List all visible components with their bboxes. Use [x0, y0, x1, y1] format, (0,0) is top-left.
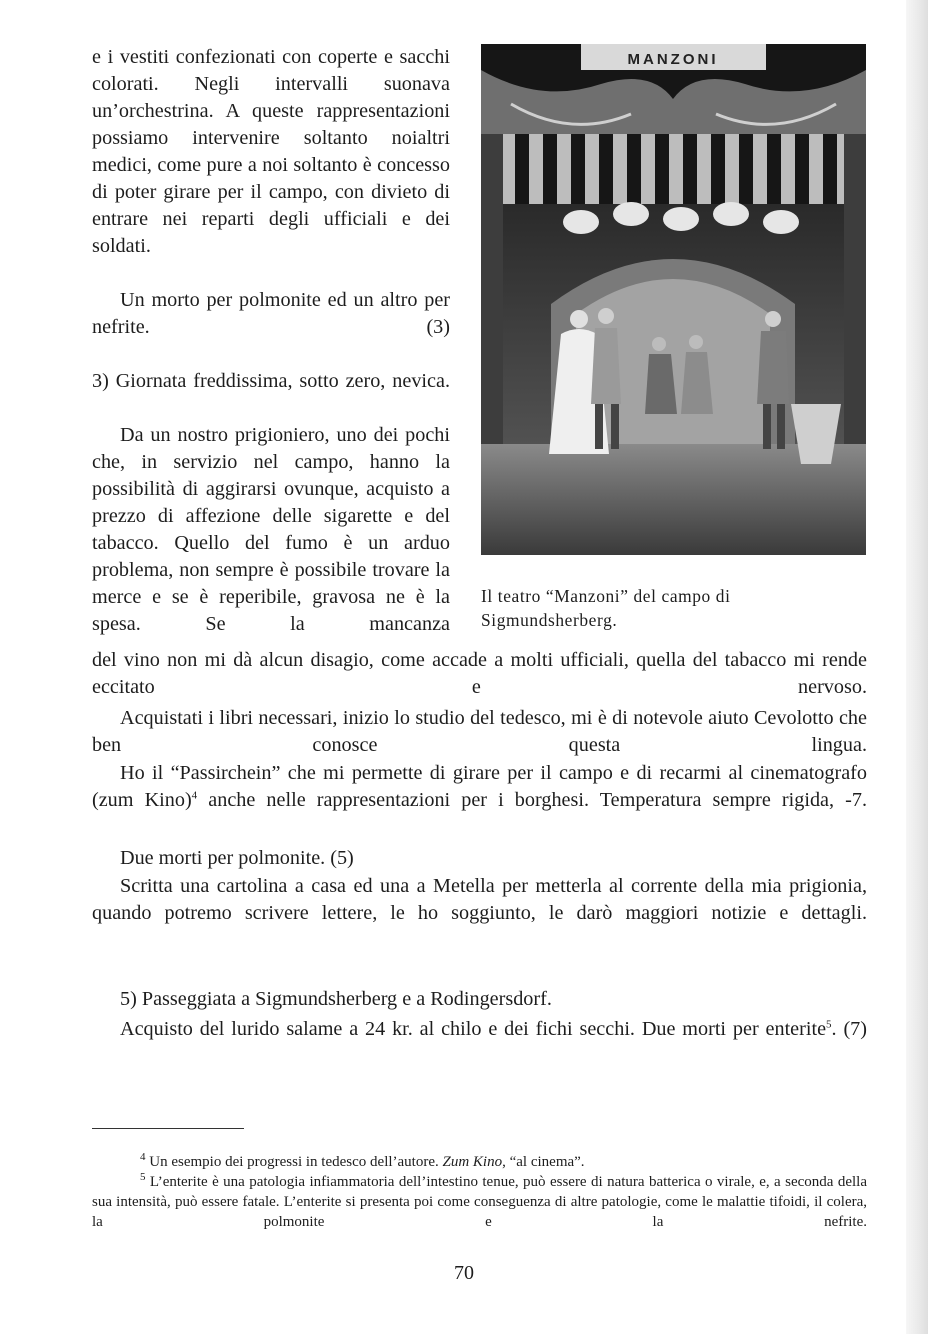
footnote-4-text-end: , “al cinema”. — [502, 1154, 585, 1170]
paragraph-german-study: Acquistati i libri necessari, inizio lo studio del tedesco, mi è di notevole aiuto Cevolotto che ben conosce questa lingua. — [92, 707, 867, 756]
footnote-rule — [92, 1128, 244, 1129]
paragraph-salami — [92, 1016, 867, 1043]
paragraph-prisoner-tobacco: Da un nostro prigioniero, uno dei pochi che, in servizio nel campo, hanno la possibilità di aggirarsi ovunque, acquisto a prezzo di affezione delle sigarette e del tabacco. Quello del fumo è un arduo problema, non sempre è possibile trovare la merce e se è reperibile, gravosa ne è la spesa. Se la mancanza — [92, 424, 450, 635]
footnote-4-italic: Zum Kino — [442, 1154, 503, 1170]
footnote-4 — [140, 1152, 840, 1172]
paragraph-wine-tobacco: del vino non mi dà alcun disagio, come accade a molti ufficiali, quella del tabacco mi rende eccitato e nervoso. — [92, 649, 867, 698]
paragraph-postcard: Scritta una cartolina a casa ed una a Metella per metterla al corrente della mia prigionia, quando potremo scrivere lettere, le ho soggiunto, le darò maggiori notizie e dettagli. — [92, 875, 867, 924]
paragraph-entry-3: 3) Giornata freddissima, sotto zero, nevica. — [92, 370, 450, 392]
paragraph-entry-5: 5) Passeggiata a Sigmundsherberg e a Rodingersdorf. — [120, 988, 552, 1010]
theatre-sign-text: MANZONI — [627, 51, 719, 68]
salami-text-a: Acquisto del lurido salame a 24 kr. al chilo e dei fichi secchi. Due morti per enterite — [120, 1018, 827, 1040]
footnote-5-text: L’enterite è una patologia infiammatoria dell’intestino tenue, può essere di natura batterica o virale, e, a seconda della sua intensità, può essere fatale. L’enterite si presenta poi come conseguenza di altre patologie, come le malattie tifoidi, il colera, la polmonite e la nefrite. — [92, 1174, 867, 1230]
paragraph-passirchein — [92, 760, 867, 814]
passirchein-text-a: Ho il “Passirchein” che mi permette di girare per il campo e di recarmi al cinematografo (zum Kino) — [92, 762, 867, 811]
footnote-ref-5: 5 — [826, 1018, 832, 1031]
paragraph-column-top: e i vestiti confezionati con coperte e sacchi colorati. Negli intervalli suonava un’orchestrina. A queste rappresentazioni possiamo intervenire soltanto noialtri medici, come pure a noi soltanto è concesso di poter girare per il campo, con divieto di entrare nei reparti degli ufficiali e dei soldati. — [92, 46, 450, 257]
page-gutter-shadow — [906, 0, 928, 1334]
passirchein-text-b: anche nelle rappresentazioni per i borghesi. Temperatura sempre rigida, -7. — [197, 789, 868, 811]
theatre-photo — [481, 44, 866, 555]
footnote-ref-4: 4 — [191, 789, 198, 802]
footnote-5 — [92, 1172, 867, 1232]
footnote-5-number: 5 — [140, 1171, 146, 1183]
paragraph-deaths-pneumonia-nephritis: Un morto per polmonite ed un altro per nefrite. (3) — [92, 289, 450, 338]
footnote-4-number: 4 — [140, 1151, 146, 1163]
salami-text-b: . (7) — [831, 1018, 867, 1040]
page-number: 70 — [454, 1262, 474, 1284]
footnote-4-text: Un esempio dei progressi in tedesco dell’autore. — [145, 1154, 443, 1170]
paragraph-two-deaths: Due morti per polmonite. (5) — [120, 847, 354, 869]
photo-caption: Il teatro “Manzoni” del campo di Sigmundsherberg. — [481, 586, 731, 631]
